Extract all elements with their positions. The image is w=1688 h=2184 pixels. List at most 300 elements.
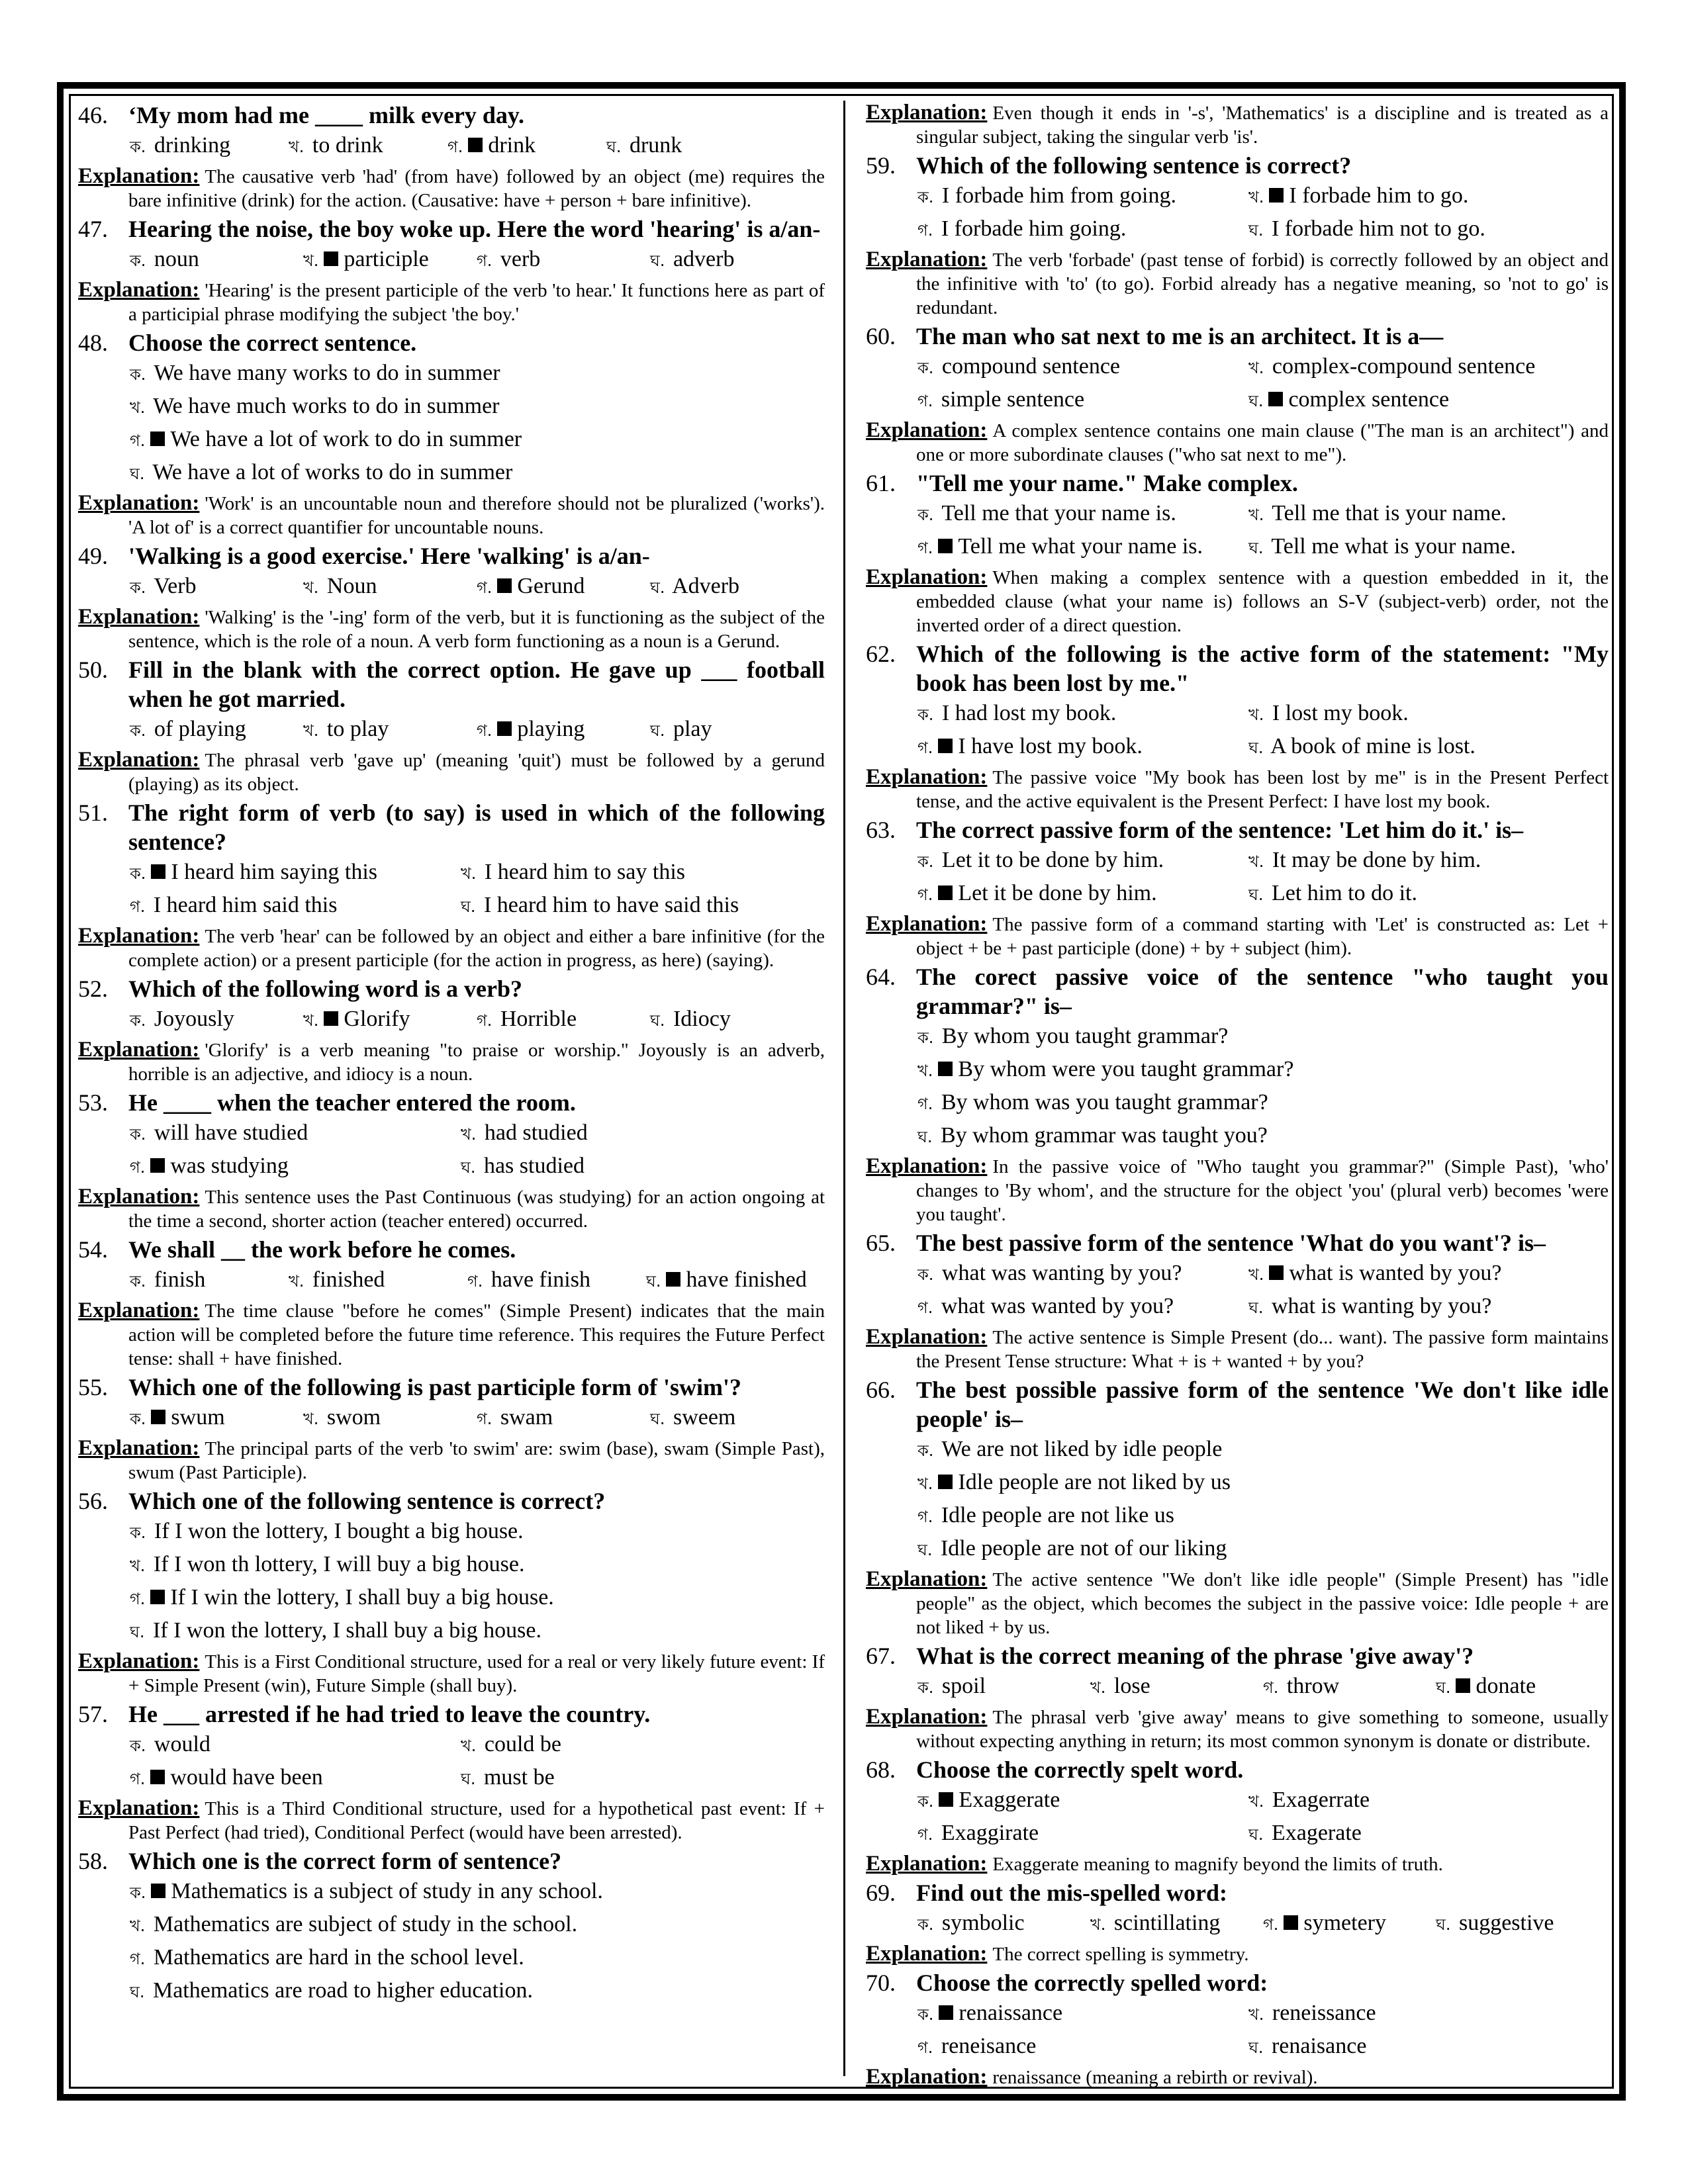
filled-square-icon — [1268, 392, 1283, 406]
option-item — [1248, 351, 1579, 384]
option-prefix: গ. — [477, 721, 492, 740]
left-column — [78, 99, 825, 2008]
option-text: drunk — [629, 133, 682, 158]
question-block — [78, 655, 825, 796]
option-prefix: খ. — [303, 721, 319, 740]
filled-square-icon — [150, 1590, 165, 1604]
option-text: I forbade him to go. — [1289, 183, 1469, 208]
option-item — [1248, 531, 1579, 564]
option-text: must be — [483, 1765, 555, 1790]
options-list — [78, 1003, 825, 1036]
option-item — [1090, 1670, 1263, 1704]
filled-square-icon — [938, 1475, 953, 1489]
option-prefix: ক. — [130, 1272, 146, 1291]
filled-square-icon — [938, 739, 953, 753]
options-list — [866, 698, 1609, 764]
explanation — [866, 248, 1609, 320]
option-item-correct — [1248, 384, 1579, 417]
option-text: Idle people are not like us — [941, 1503, 1175, 1527]
option-text: had studied — [484, 1120, 588, 1145]
explanation — [866, 1942, 1609, 1966]
options-row — [130, 1975, 825, 2008]
option-item — [130, 713, 303, 747]
option-prefix: ক. — [130, 1524, 146, 1542]
option-text: We have many works to do in summer — [154, 361, 500, 385]
option-item — [917, 384, 1248, 417]
option-prefix: খ. — [1248, 2005, 1264, 2024]
explanation — [866, 418, 1609, 467]
option-text: renaissance — [959, 2001, 1063, 2025]
explanation-label: Explanation: — [866, 101, 988, 124]
option-prefix: ঘ. — [1248, 1298, 1264, 1317]
option-prefix: ঘ. — [130, 465, 145, 483]
option-item — [130, 1549, 524, 1582]
options-row — [917, 1433, 1609, 1467]
option-item-correct — [646, 1264, 807, 1297]
question-number: 57. — [78, 1701, 108, 1727]
option-item-correct — [130, 1762, 461, 1795]
option-text: adverb — [673, 247, 735, 271]
option-text: simple sentence — [941, 387, 1085, 412]
explanation — [78, 1649, 825, 1698]
explanation-label: Explanation: — [78, 1298, 200, 1322]
option-text: finish — [154, 1267, 206, 1292]
option-text: Tell me that is your name. — [1272, 501, 1507, 525]
explanation-label: Explanation: — [866, 765, 988, 789]
option-item-correct — [130, 1876, 603, 1909]
option-prefix: খ. — [289, 138, 305, 156]
option-text: Exagerrate — [1272, 1788, 1370, 1812]
question-text — [78, 214, 825, 244]
option-text: Joyously — [154, 1007, 234, 1031]
explanation-text: The verb 'hear' can be followed by an object and either a bare infinitive (for the complete action) or a present participle (for the action in progress, as here) (saying). — [128, 926, 825, 971]
option-item — [461, 1729, 792, 1762]
option-prefix: খ. — [1248, 188, 1264, 206]
explanation — [866, 1852, 1609, 1876]
option-item — [1263, 1670, 1436, 1704]
option-text: drinking — [154, 133, 231, 158]
option-text: swom — [326, 1405, 381, 1430]
option-text: Exaggirate — [941, 1821, 1039, 1845]
options-list — [866, 1433, 1609, 1566]
option-item — [461, 1117, 792, 1150]
option-text: I lost my book. — [1272, 701, 1409, 725]
option-item — [917, 1533, 1227, 1566]
explanation-label: Explanation: — [866, 1154, 988, 1178]
question-prompt: The correct passive form of the sentence: 'Let him do it.' is– — [916, 817, 1524, 843]
explanation-label: Explanation: — [78, 278, 200, 302]
explanation-label: Explanation: — [866, 1852, 988, 1876]
explanation-label: Explanation: — [866, 912, 988, 936]
option-prefix: গ. — [917, 1298, 933, 1317]
option-text: what was wanted by you? — [941, 1294, 1174, 1318]
explanation-label: Explanation: — [866, 248, 988, 271]
question-prompt: Which one of the following is past participle form of 'swim'? — [128, 1374, 741, 1400]
option-text: spoil — [941, 1674, 986, 1698]
options-row — [917, 213, 1609, 246]
question-prompt: The right form of verb (to say) is used in which of the following sentence? — [128, 799, 825, 855]
question-prompt: He ____ when the teacher entered the room. — [128, 1089, 576, 1116]
option-item — [1248, 844, 1579, 878]
options-row — [917, 1670, 1609, 1704]
question-prompt: What is the correct meaning of the phrase 'give away'? — [916, 1643, 1474, 1669]
option-item-correct — [130, 1150, 461, 1183]
option-item-correct — [130, 1402, 303, 1435]
question-block — [78, 214, 825, 326]
option-text: was studying — [170, 1154, 289, 1178]
option-item-correct — [917, 531, 1248, 564]
option-prefix: ক. — [130, 365, 146, 384]
explanation-label: Explanation: — [78, 1436, 200, 1460]
options-list — [866, 1257, 1609, 1324]
explanation — [78, 1436, 825, 1484]
explanation-text: The phrasal verb 'gave up' (meaning 'quit') must be followed by a gerund (playing) as its object. — [128, 750, 825, 795]
question-number: 55. — [78, 1374, 108, 1400]
question-number: 56. — [78, 1488, 108, 1514]
option-prefix: ক. — [130, 1737, 146, 1755]
options-row — [130, 570, 825, 604]
explanation — [866, 101, 1609, 149]
options-row — [917, 1291, 1609, 1324]
question-number: 59. — [866, 152, 896, 179]
question-prompt: Choose the correct sentence. — [128, 330, 417, 356]
options-row — [130, 390, 825, 424]
filled-square-icon — [939, 1792, 953, 1807]
option-prefix: ঘ. — [917, 1128, 933, 1146]
option-prefix: গ. — [917, 886, 933, 904]
option-item — [467, 1264, 646, 1297]
options-list — [866, 1784, 1609, 1850]
options-list — [866, 1907, 1609, 1940]
column-divider — [843, 101, 845, 2076]
option-text: Let it be done by him. — [958, 881, 1157, 905]
question-prompt: "Tell me your name." Make complex. — [916, 470, 1298, 496]
option-prefix: ঘ. — [1248, 392, 1264, 410]
option-prefix: ঘ. — [461, 897, 476, 916]
option-item — [917, 1087, 1268, 1120]
option-item — [477, 244, 650, 277]
option-prefix: ঘ. — [461, 1158, 476, 1177]
option-prefix: খ. — [917, 1062, 933, 1080]
filled-square-icon — [938, 539, 953, 553]
question-text — [866, 815, 1609, 844]
options-row — [130, 1909, 825, 1942]
options-row — [130, 1264, 825, 1297]
question-number: 62. — [866, 641, 896, 667]
option-text: reneissance — [1272, 2001, 1376, 2025]
question-block — [866, 1228, 1609, 1373]
options-list — [78, 1516, 825, 1648]
option-item — [130, 1942, 524, 1975]
option-text: finished — [312, 1267, 385, 1292]
option-text: noun — [154, 247, 199, 271]
option-item — [917, 1670, 1090, 1704]
explanation-label: Explanation: — [78, 1796, 200, 1820]
options-row — [130, 1729, 825, 1762]
option-text: participle — [344, 247, 429, 271]
option-prefix: ক. — [130, 864, 146, 883]
options-list — [78, 130, 825, 163]
options-row — [917, 844, 1609, 878]
option-item-correct — [917, 878, 1248, 911]
option-prefix: গ. — [917, 539, 933, 557]
filled-square-icon — [150, 1770, 165, 1784]
option-prefix: ঘ. — [1248, 1825, 1264, 1844]
option-text: renaisance — [1271, 2034, 1367, 2058]
option-prefix: খ. — [289, 1272, 305, 1291]
options-row — [130, 1003, 825, 1036]
option-text: has studied — [483, 1154, 585, 1178]
option-item-correct — [1436, 1670, 1609, 1704]
option-item-correct — [917, 731, 1248, 764]
option-text: We are not liked by idle people — [941, 1437, 1223, 1461]
option-text: swam — [500, 1405, 553, 1430]
question-prompt: We shall __ the work before he comes. — [128, 1236, 516, 1263]
question-prompt: Choose the correctly spelled word: — [916, 1970, 1268, 1996]
option-prefix: খ. — [461, 1737, 477, 1755]
option-prefix: ঘ. — [650, 1410, 665, 1428]
options-row — [130, 1516, 825, 1549]
option-prefix: গ. — [130, 897, 146, 916]
filled-square-icon — [150, 432, 165, 446]
options-row — [130, 424, 825, 457]
option-prefix: ঘ. — [1248, 739, 1264, 757]
question-prompt: Hearing the noise, the boy woke up. Here the word 'hearing' is a/an- — [128, 216, 821, 242]
option-item — [289, 1264, 467, 1297]
question-number: 49. — [78, 543, 108, 569]
option-text: drink — [488, 133, 536, 158]
option-item — [461, 889, 792, 923]
options-list — [866, 180, 1609, 246]
question-number: 52. — [78, 976, 108, 1002]
option-item — [650, 1402, 823, 1435]
option-text: throw — [1286, 1674, 1340, 1698]
option-text: will have studied — [154, 1120, 308, 1145]
option-item-correct — [447, 130, 606, 163]
explanation — [866, 1154, 1609, 1226]
options-row — [917, 2030, 1609, 2064]
option-text: Let him to do it. — [1271, 881, 1418, 905]
option-prefix: খ. — [461, 1125, 477, 1144]
explanation — [78, 924, 825, 972]
option-item-correct — [1248, 180, 1579, 213]
option-text: I heard him to have said this — [483, 893, 739, 917]
question-number: 64. — [866, 964, 896, 990]
option-text: Adverb — [672, 574, 740, 598]
option-prefix: গ. — [917, 1508, 933, 1526]
question-prompt: ‘My mom had me ____ milk every day. — [128, 102, 524, 128]
option-prefix: ক. — [130, 721, 146, 740]
option-prefix: গ. — [1263, 1678, 1279, 1697]
option-text: swum — [171, 1405, 225, 1430]
option-text: symbolic — [941, 1911, 1025, 1935]
option-item — [1436, 1907, 1609, 1940]
options-row — [130, 889, 825, 923]
question-number: 67. — [866, 1643, 896, 1669]
filled-square-icon — [939, 2005, 953, 2020]
filled-square-icon — [468, 138, 483, 152]
question-number: 70. — [866, 1970, 896, 1996]
option-text: have finish — [491, 1267, 590, 1292]
option-text: verb — [500, 247, 541, 271]
option-item — [917, 1817, 1248, 1850]
option-prefix: গ. — [477, 1011, 492, 1030]
option-prefix: ক. — [917, 1915, 934, 1934]
explanation-text: 'Hearing' is the present participle of the verb 'to hear.' It functions here as part of a participial phrase modifying the subject 'the boy.' — [128, 280, 825, 325]
question-number: 46. — [78, 102, 108, 128]
question-text — [866, 322, 1609, 351]
options-row — [917, 1021, 1609, 1054]
option-prefix: খ. — [1248, 359, 1264, 377]
option-prefix: ক. — [130, 138, 146, 156]
explanation-text: In the passive voice of "Who taught you grammar?" (Simple Past), 'who' changes to 'By whom', and the structure for the object 'you' (plural verb) becomes 'were you taught'. — [916, 1156, 1609, 1225]
option-text: I had lost my book. — [941, 701, 1117, 725]
filled-square-icon — [324, 251, 338, 266]
explanation — [78, 748, 825, 796]
option-text: scintillating — [1113, 1911, 1221, 1935]
question-number: 63. — [866, 817, 896, 843]
option-prefix: গ. — [130, 1950, 146, 1968]
option-text: Verb — [154, 574, 197, 598]
filled-square-icon — [1284, 1915, 1298, 1930]
explanation-text: The passive voice "My book has been lost by me" is in the Present Perfect tense, and the active equivalent is the Present Perfect: I have lost my book. — [916, 767, 1609, 812]
option-text: Tell me that your name is. — [941, 501, 1176, 525]
option-prefix: ক. — [917, 1678, 934, 1697]
option-prefix: ঘ. — [1248, 221, 1264, 240]
question-text — [866, 962, 1609, 1021]
option-text: We have a lot of works to do in summer — [152, 460, 513, 484]
option-item-correct — [917, 1784, 1248, 1817]
option-text: I forbade him not to go. — [1271, 216, 1485, 241]
explanation-text: The verb 'forbade' (past tense of forbid) is correctly followed by an object and the infinitive with 'to' (to go). Forbid already has a negative meaning, so 'not to go' is redundant. — [916, 250, 1609, 318]
option-item — [130, 1615, 541, 1648]
option-prefix: ক. — [130, 1011, 146, 1030]
options-row — [130, 244, 825, 277]
option-text: to drink — [312, 133, 383, 158]
question-prompt: Which one of the following sentence is correct? — [128, 1488, 606, 1514]
option-prefix: খ. — [303, 251, 319, 270]
option-item — [917, 698, 1248, 731]
option-prefix: ক. — [917, 2005, 934, 2024]
explanation-label: Explanation: — [866, 418, 988, 442]
filled-square-icon — [151, 1410, 165, 1424]
option-prefix: খ. — [1248, 852, 1264, 871]
option-item — [303, 570, 477, 604]
question-number: 68. — [866, 1756, 896, 1783]
options-row — [917, 1817, 1609, 1850]
option-text: Exaggerate — [959, 1788, 1060, 1812]
question-block — [78, 1846, 825, 2008]
filled-square-icon — [151, 864, 165, 879]
question-number: 51. — [78, 799, 108, 826]
option-text: Let it to be done by him. — [941, 848, 1164, 872]
options-list — [78, 856, 825, 923]
options-row — [917, 1257, 1609, 1291]
explanation — [78, 1796, 825, 1844]
option-text: By whom were you taught grammar? — [958, 1057, 1294, 1081]
option-item-correct — [1248, 1257, 1579, 1291]
options-row — [130, 856, 825, 889]
option-prefix: ঘ. — [650, 578, 665, 597]
option-text: suggestive — [1458, 1911, 1554, 1935]
question-number: 65. — [866, 1230, 896, 1256]
option-prefix: ক. — [917, 852, 934, 871]
options-row — [917, 1500, 1609, 1533]
option-prefix: গ. — [477, 578, 492, 597]
option-prefix: ঘ. — [650, 1011, 665, 1030]
option-prefix: ক. — [917, 188, 934, 206]
option-item — [917, 213, 1248, 246]
question-block — [78, 1088, 825, 1233]
option-prefix: ক. — [130, 578, 146, 597]
options-row — [917, 1997, 1609, 2030]
question-text — [78, 101, 825, 130]
explanation-label: Explanation: — [866, 1325, 988, 1349]
explanation — [78, 278, 825, 326]
option-item — [917, 351, 1248, 384]
option-item — [917, 498, 1248, 531]
question-block — [78, 541, 825, 653]
option-text: If I won th lottery, I will buy a big house. — [153, 1552, 525, 1576]
option-item — [650, 570, 823, 604]
filled-square-icon — [1269, 1265, 1284, 1280]
option-prefix: গ. — [917, 392, 933, 410]
question-prompt: The man who sat next to me is an architect. It is a— — [916, 323, 1444, 349]
option-item-correct — [917, 1467, 1231, 1500]
option-text: If I won the lottery, I shall buy a big house. — [152, 1618, 541, 1643]
question-block — [78, 1700, 825, 1844]
explanation-text: 'Work' is an uncountable noun and therefore should not be pluralized ('works'). 'A lot of' is a correct quantifier for uncountable nouns. — [128, 493, 825, 538]
question-block — [866, 1878, 1609, 1966]
question-text — [866, 1228, 1609, 1257]
question-block — [78, 1235, 825, 1371]
question-text — [78, 655, 825, 713]
explanation-text: 'Glorify' is a verb meaning "to praise or worship." Joyously is an adverb, horrible is an adjective, and idiocy is a noun. — [128, 1040, 825, 1085]
question-number: 53. — [78, 1089, 108, 1116]
options-row — [130, 1150, 825, 1183]
option-text: playing — [517, 717, 585, 741]
question-number: 54. — [78, 1236, 108, 1263]
explanation-text: Exaggerate meaning to magnify beyond the limits of truth. — [992, 1854, 1443, 1875]
question-block — [866, 1755, 1609, 1876]
option-text: I forbade him from going. — [941, 183, 1176, 208]
explanation-label: Explanation: — [78, 491, 200, 515]
explanation — [866, 2065, 1609, 2089]
question-text — [78, 1235, 825, 1264]
options-list — [78, 1117, 825, 1183]
filled-square-icon — [497, 721, 512, 736]
option-prefix: খ. — [1248, 1265, 1264, 1284]
options-row — [917, 180, 1609, 213]
options-row — [130, 1117, 825, 1150]
options-row — [130, 1762, 825, 1795]
options-row — [917, 351, 1609, 384]
explanation-label: Explanation: — [78, 1649, 200, 1673]
option-item — [1248, 1784, 1579, 1817]
option-text: reneisance — [941, 2034, 1037, 2058]
explanation-text: 'Walking' is the '-ing' form of the verb, but it is functioning as the subject of the sentence, which is the role of a noun. A verb form functioning as a noun is a Gerund. — [128, 607, 825, 652]
option-text: Horrible — [500, 1007, 577, 1031]
explanation-text: The phrasal verb 'give away' means to give something to someone, usually without expecting anything in return; its most common synonym is donate or distribute. — [916, 1707, 1609, 1752]
option-prefix: ঘ. — [1436, 1915, 1451, 1934]
question-prompt: 'Walking is a good exercise.' Here 'walking' is a/an- — [128, 543, 650, 569]
option-item — [917, 2030, 1248, 2064]
option-text: Noun — [326, 574, 377, 598]
question-prompt: Find out the mis-spelled word: — [916, 1880, 1228, 1906]
filled-square-icon — [151, 1884, 165, 1898]
option-item — [130, 570, 303, 604]
options-row — [917, 1054, 1609, 1087]
